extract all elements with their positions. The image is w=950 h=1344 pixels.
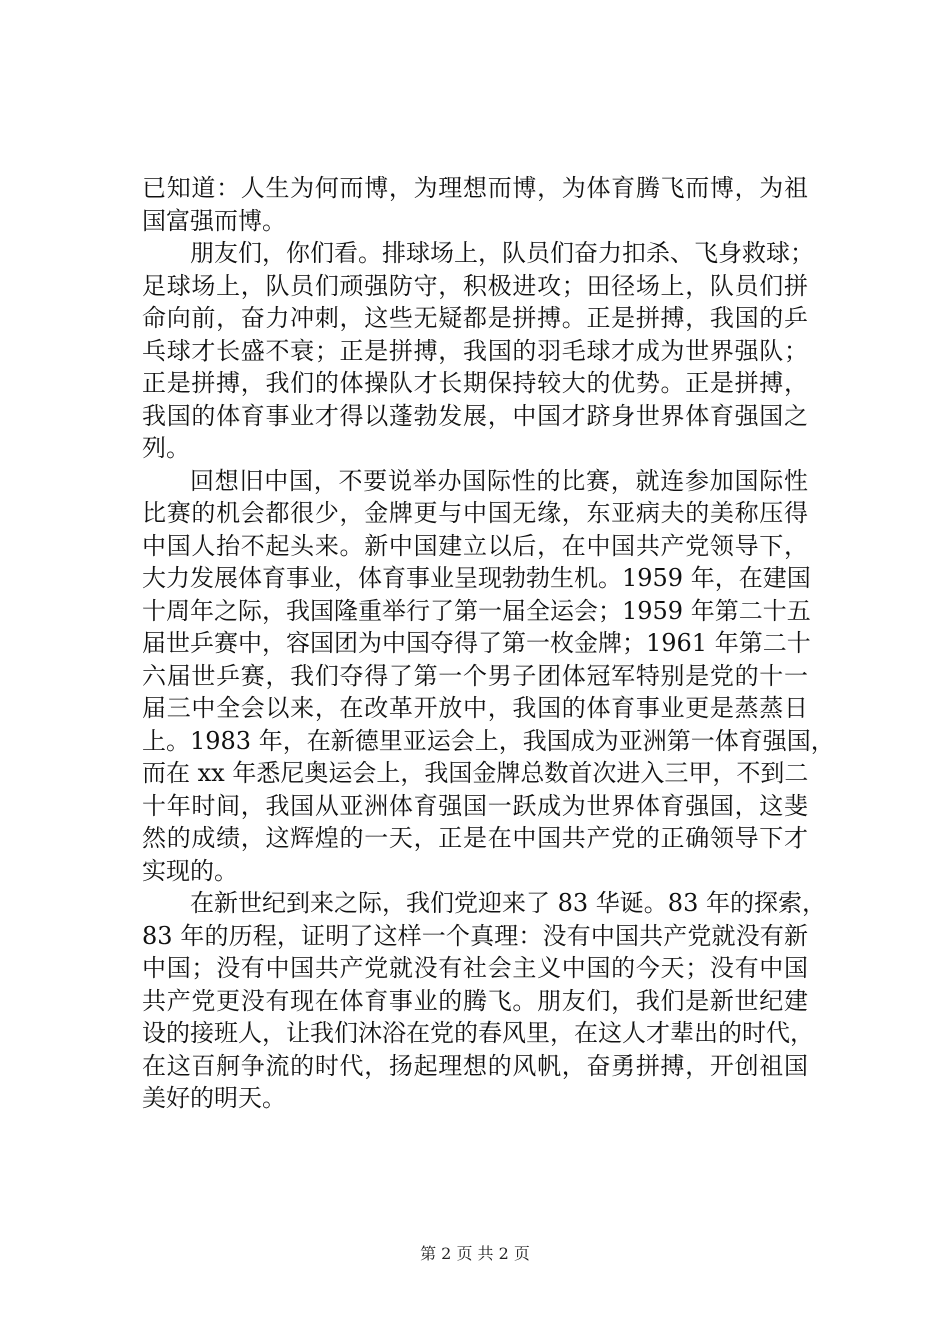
text-line: 朋友们，你们看。排球场上，队员们奋力扣杀、飞身救球；: [190, 239, 814, 267]
document-body: [142, 172, 835, 1115]
text-line: 在这百舸争流的时代，扬起理想的风帆，奋勇拼搏，开创祖国: [142, 1051, 808, 1080]
text-line: 而在 xx 年悉尼奥运会上，我国金牌总数首次进入三甲，不到二: [142, 759, 809, 787]
text-line: 命向前，奋力冲刺，这些无疑都是拼搏。正是拼搏，我国的乒: [142, 304, 808, 332]
text-line: 大力发展体育事业，体育事业呈现勃勃生机。1959 年，在建国: [142, 564, 811, 592]
text-line: 国富强而博。: [142, 206, 286, 235]
text-line: 实现的。: [142, 856, 238, 885]
text-line: 乓球才长盛不衰；正是拼搏，我国的羽毛球才成为世界强队；: [142, 336, 808, 365]
text-line: 设的接班人，让我们沐浴在党的春风里，在这人才辈出的时代，: [142, 1019, 814, 1047]
text-line: 回想旧中国，不要说举办国际性的比赛，就连参加国际性: [190, 466, 808, 495]
text-line: 十周年之际，我国隆重举行了第一届全运会；1959 年第二十五: [142, 596, 811, 625]
text-line: 届三中全会以来，在改革开放中，我国的体育事业更是蒸蒸日: [142, 694, 808, 722]
text-line: 在新世纪到来之际，我们党迎来了 83 华诞。83 年的探索，: [190, 889, 826, 917]
text-line: 列。: [142, 434, 190, 462]
text-line: 十年时间，我国从亚洲体育强国一跃成为世界体育强国，这斐: [142, 791, 808, 820]
text-line: 然的成绩，这辉煌的一天，正是在中国共产党的正确领导下才: [142, 824, 808, 852]
text-line: 届世乒赛中，容国团为中国夺得了第一枚金牌；1961 年第二十: [142, 629, 811, 657]
text-line: 共产党更没有现在体育事业的腾飞。朋友们，我们是新世纪建: [142, 986, 808, 1015]
text-line: 中国人抬不起头来。新中国建立以后，在中国共产党领导下，: [142, 531, 808, 560]
text-line: 83 年的历程，证明了这样一个真理：没有中国共产党就没有新: [142, 921, 808, 950]
text-line: 上。1983 年，在新德里亚运会上，我国成为亚洲第一体育强国，: [142, 726, 835, 755]
text-line: 比赛的机会都很少，金牌更与中国无缘，东亚病夫的美称压得: [142, 499, 808, 527]
text-line: 六届世乒赛，我们夺得了第一个男子团体冠军特别是党的十一: [142, 661, 808, 690]
page-footer: 第 2 页 共 2 页: [420, 1244, 530, 1263]
text-line: 我国的体育事业才得以蓬勃发展，中国才跻身世界体育强国之: [142, 401, 808, 430]
text-line: 已知道：人生为何而博，为理想而博，为体育腾飞而博，为祖: [142, 174, 808, 202]
text-line: 足球场上，队员们顽强防守，积极进攻；田径场上，队员们拼: [142, 271, 808, 300]
text-line: 美好的明天。: [142, 1084, 286, 1112]
text-line: 中国；没有中国共产党就没有社会主义中国的今天；没有中国: [142, 954, 808, 982]
text-line: 正是拼搏，我们的体操队才长期保持较大的优势。正是拼搏，: [142, 369, 808, 397]
